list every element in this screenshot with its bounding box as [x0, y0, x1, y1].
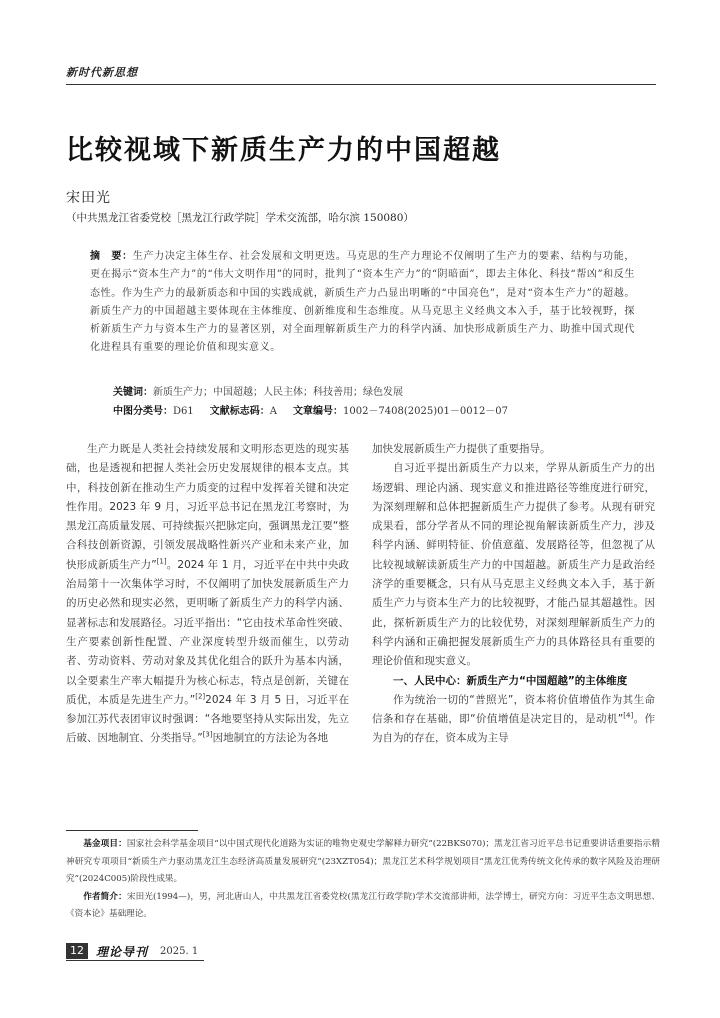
header-rule	[66, 84, 656, 85]
clc-label: 中图分类号：	[113, 406, 173, 417]
author-bio-text: 宋田光(1994—)，男，河北唐山人，中共黑龙江省委党校(黑龙江行政学院)学术交流部讲师，法学博士，研究方向：习近平生态文明思想、《资本论》基础理论。	[66, 891, 660, 919]
funding-text: 国家社会科学基金项目“以中国式现代化道路为实证的唯物史观史学解释力研究”(22BKS070)；黑龙江省习近平总书记重要讲话重要指示精神研究专项项目“新质生产力驱动黑龙江生态经济高质量发展研究”(23XZT054)；黑龙江艺术科学规划项目“黑龙江优秀传统文化传承的数字风险及治理研究”(2024C005)阶段性成果。	[66, 839, 660, 884]
abstract	[90, 248, 635, 358]
article-number-value: 1002－7408(2025)01－0012－07	[342, 406, 509, 417]
citation: [4]	[623, 711, 634, 720]
citation: [3]	[202, 730, 213, 739]
paragraph: 加快发展新质生产力提供了重要指导。	[372, 443, 551, 455]
footer-rule	[66, 960, 204, 961]
footnotes	[66, 836, 660, 924]
doc-code-value: A	[269, 406, 277, 417]
citation: [2]	[195, 692, 206, 701]
author-bio-note	[66, 889, 660, 924]
paragraph-text: 因地制宜的方法论为各地	[212, 732, 329, 745]
keywords-label: 关键词：	[113, 387, 153, 398]
paragraph-text: 2024 年 3 月 5 日，习近平在参加江苏代表团审议时强调：“各地要坚持从实际出发，先立后破、因地制宜、分类指导。”	[66, 693, 349, 745]
article-title: 比较视域下新质生产力的中国超越	[66, 135, 501, 166]
body-column-right	[372, 440, 655, 749]
doc-code-label: 文献标志码：	[209, 406, 270, 417]
running-head: 新时代新思想	[66, 66, 138, 79]
funding-label: 基金项目：	[83, 839, 127, 849]
paragraph-text: 。作为自为的存在，资本成为主导	[372, 713, 656, 745]
paragraph	[372, 691, 655, 749]
abstract-label: 摘 要：	[90, 251, 133, 262]
funding-note	[66, 836, 660, 889]
paragraph-text: 作为统治一切的“普照光”，资本将价值增值作为其生命信条和存在基础，即“价值增值是决定目的，是动机”	[372, 693, 655, 726]
section-heading: 一、人民中心：新质生产力“中国超越”的主体维度	[393, 674, 628, 687]
citation: [1]	[156, 557, 167, 566]
paragraph: 自习近平提出新质生产力以来，学界从新质生产力的出场逻辑、理论内涵、现实意义和推进路径等维度进行研究，为深刻理解和总体把握新质生产力提供了参考。从现有研究成果看，部分学者从不同的理论视角解读新质生产力，涉及科学内涵、鲜明特征、价值意蕴、发展路径等，但忽视了从比较视域解读新质生产力的中国超越。新质生产力是政治经济学的重要概念，只有从马克思主义经典文本入手，基于新质生产力与资本生产力的比较视野，才能凸显其超越性。因此，探析新质生产力的比较优势，对深刻理解新质生产力的科学内涵和正确把握发展新质生产力的具体路径具有重要的理论价值和现实意义。	[372, 462, 655, 668]
issue-label: 2025. 1	[160, 945, 199, 957]
keywords	[113, 384, 633, 402]
author-bio-label: 作者简介：	[83, 891, 127, 902]
author-affiliation: （中共黑龙江省委党校［黑龙江行政学院］学术交流部，哈尔滨 150080）	[66, 212, 414, 224]
page-footer	[66, 943, 198, 959]
paragraph-text: 。2024 年 1 月，习近平在中共中央政治局第十一次集体学习时，不仅阐明了加快发展新质生产力的历史必然和现实必然，更明晰了新质生产力的科学内涵、显著标志和发展路径。习近平指出：“它由技术革命性突破、生产要素创新性配置、产业深度转型升级而催生，以劳动者、劳动资料、劳动对象及其优化组合的跃升为基本内涵，以全要素生产率大幅提升为核心标志，特点是创新，关键在质优，本质是先进生产力。”	[66, 558, 349, 706]
page-number: 12	[66, 943, 88, 959]
article-number-label: 文章编号：	[292, 406, 343, 417]
body-column-left	[66, 440, 349, 749]
classification-line	[113, 403, 633, 421]
paragraph	[66, 440, 349, 749]
author-name: 宋田光	[66, 190, 111, 206]
keywords-text: 新质生产力；中国超越；人民主体；科技善用；绿色发展	[153, 387, 403, 398]
abstract-text: 生产力决定主体生存、社会发展和文明更迭。马克思的生产力理论不仅阐明了生产力的要素、结构与功能，更在揭示“资本生产力”的“伟大文明作用”的同时，批判了“资本生产力”的“阴暗面”，即去主体化、科技“帮凶”和反生态性。作为生产力的最新质态和中国的实践成就，新质生产力凸显出明晰的“中国亮色”，是对“资本生产力”的超越。新质生产力的中国超越主要体现在主体维度、创新维度和生态维度。从马克思主义经典文本入手，基于比较视野，探析新质生产力与资本生产力的显著区别，对全面理解新质生产力的科学内涵、加快形成新质生产力、助推中国式现代化进程具有重要的理论价值和现实意义。	[90, 251, 636, 354]
clc-value: D61	[173, 406, 194, 417]
footnote-rule	[66, 830, 198, 831]
paragraph-text: 生产力既是人类社会持续发展和文明形态更迭的现实基础，也是透视和把握人类社会历史发展规律的根本支点。其中，科技创新在推动生产力质变的过程中发挥着关键和决定性作用。2023 年 9 月，习近平总书记在黑龙江考察时，为黑龙江高质量发展、可持续振兴把脉定向，强调黑龙江要“整合科技创新资源，引领发展战略性新兴产业和未来产业，加快形成新质生产力”	[66, 443, 349, 571]
journal-name: 理论导刊	[96, 944, 149, 959]
